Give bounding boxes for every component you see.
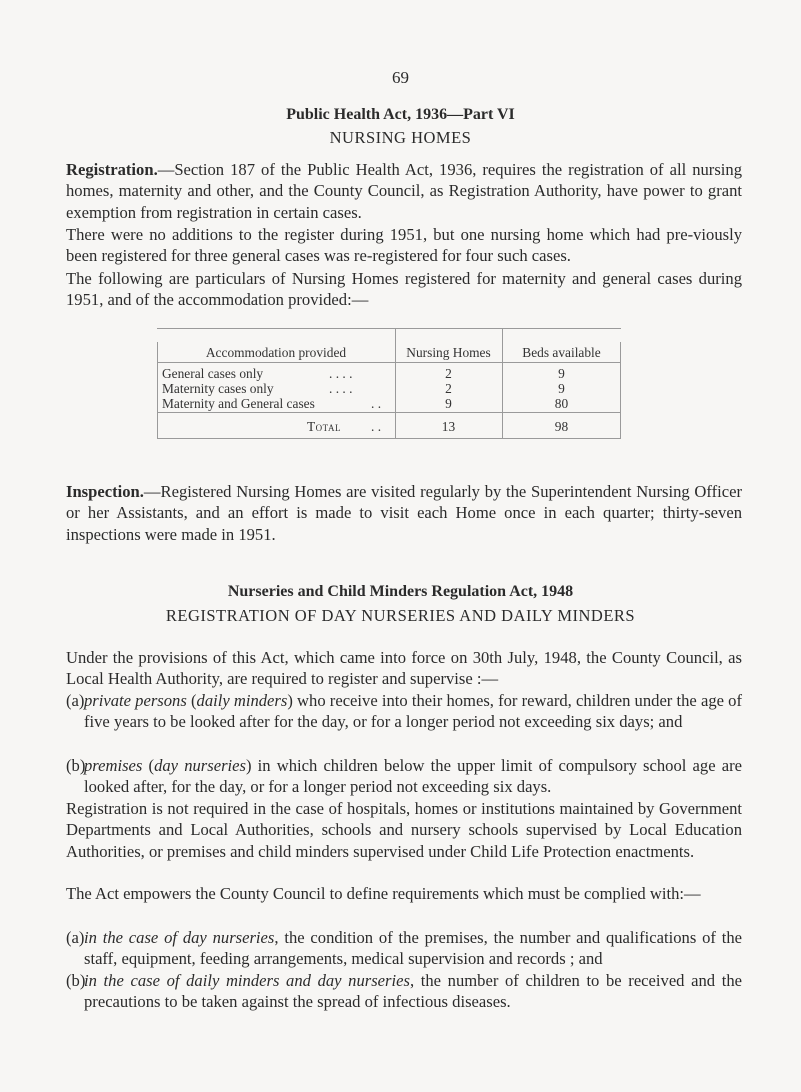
total-label: Total bbox=[307, 419, 341, 434]
empowers-paragraph: The Act empowers the County Council to define requirements which must be complied with:— bbox=[66, 884, 701, 903]
inspection-paragraph bbox=[66, 481, 742, 545]
row-homes: 9 bbox=[445, 396, 452, 411]
req-b-text: , the number of children to be received and the precautions to be taken against the spread of infectious diseases. bbox=[84, 971, 742, 1012]
req-a-label: (a) bbox=[66, 928, 85, 947]
section-title-public-health-act: Public Health Act, 1936—Part VI bbox=[286, 106, 515, 123]
row-label: Maternity and General cases bbox=[162, 396, 315, 411]
total-beds: 98 bbox=[554, 419, 569, 434]
registration-text: —Section 187 of the Public Health Act, 1936, requires the registration of all nursing homes, maternity and other, and the County Council, as Registration Authority, have power to grant exemption from registration in certain cases. bbox=[66, 160, 742, 222]
registration-heading: Registration. bbox=[66, 160, 158, 179]
registration-note-paragraph: Registration is not required in the case of hospitals, homes or institutions maintained by Government Departments and Local Authorities, schools and nursery schools supervised by Local Education Authorities, or premises and child minders supervised under Child Life Protection enactments. bbox=[66, 799, 742, 861]
row-homes: 2 bbox=[445, 366, 452, 381]
req-b-em: in the case of daily minders and day nurseries bbox=[84, 971, 410, 990]
list-item-b: (b) premises (day nurseries) in which children below the upper limit of compulsory school age are looked after, for the day, or for a longer period not exceeding six days. bbox=[66, 756, 742, 797]
row-dots: . . bbox=[371, 396, 382, 411]
header-nursing-homes: Nursing Homes bbox=[406, 345, 491, 360]
row-label: General cases only bbox=[162, 366, 264, 381]
header-beds-available: Beds available bbox=[522, 345, 601, 360]
req-a-em: in the case of day nurseries bbox=[84, 928, 275, 947]
provisions-paragraph: Under the provisions of this Act, which came into force on 30th July, 1948, the County Council, as Local Health Authority, are required to register and supervise :— bbox=[66, 648, 742, 689]
total-dots: . . bbox=[371, 419, 382, 434]
table-header-rule bbox=[157, 362, 621, 363]
req-a-text: , the condition of the premises, the number and qualifications of the staff, equipment, feeding arrangements, medical supervision and records ; and bbox=[84, 928, 742, 969]
item-b-em1: premises bbox=[84, 756, 143, 775]
row-beds: 80 bbox=[554, 396, 569, 411]
item-a-em1: private persons bbox=[84, 691, 187, 710]
row-beds: 9 bbox=[558, 366, 565, 381]
list-item-a: (a) private persons (daily minders) who receive into their homes, for reward, children under the age of five years to be looked after for the day, or for a longer period not exceeding six days; and bbox=[66, 691, 742, 732]
inspection-text: —Registered Nursing Homes are visited regularly by the Superintendent Nursing Officer or her Assistants, and an effort is made to visit each Home once in each quarter; thirty-seven inspections were made in 1951. bbox=[66, 482, 742, 544]
row-homes: 2 bbox=[445, 381, 452, 396]
table-body-rule bbox=[157, 412, 621, 413]
item-a-em2: daily minders bbox=[196, 691, 288, 710]
row-dots: . . . . bbox=[329, 366, 353, 381]
registration-paragraph bbox=[66, 159, 742, 223]
row-dots: . . . . bbox=[329, 381, 353, 396]
row-label: Maternity cases only bbox=[162, 381, 274, 396]
inspection-heading: Inspection. bbox=[66, 482, 144, 501]
page-number: 69 bbox=[392, 68, 409, 87]
req-b-label: (b) bbox=[66, 971, 86, 990]
table-bottom-rule bbox=[157, 438, 621, 439]
table-top-rule bbox=[157, 328, 621, 329]
item-b-label: (b) bbox=[66, 756, 86, 775]
section-subtitle-nursing-homes: NURSING HOMES bbox=[329, 128, 472, 147]
item-a-label: (a) bbox=[66, 691, 85, 710]
item-b-em2: day nurseries bbox=[154, 756, 246, 775]
header-accommodation: Accommodation provided bbox=[205, 345, 347, 360]
requirement-a bbox=[66, 927, 742, 970]
nursing-homes-table bbox=[157, 328, 621, 434]
particulars-paragraph: The following are particulars of Nursing Homes registered for maternity and general cases during 1951, and of the accommodation provided:— bbox=[66, 269, 742, 310]
total-homes: 13 bbox=[441, 419, 456, 434]
register-paragraph: There were no additions to the register during 1951, but one nursing home which had pre-viously been registered for three general cases was re-registered for four such cases. bbox=[66, 225, 742, 266]
row-beds: 9 bbox=[558, 381, 565, 396]
item-b-text: in which children below the upper limit of compulsory school age are looked after, for the day, or for a longer period not exceeding six days. bbox=[84, 756, 742, 797]
section-title-nurseries-act: Nurseries and Child Minders Regulation Act, 1948 bbox=[227, 583, 574, 600]
section-subtitle-registration: REGISTRATION OF DAY NURSERIES AND DAILY MINDERS bbox=[165, 606, 636, 625]
item-a-text: who receive into their homes, for reward, children under the age of five years to be looked after for the day, or for a longer period not exceeding six days; and bbox=[84, 691, 742, 732]
requirement-b bbox=[66, 970, 742, 1013]
